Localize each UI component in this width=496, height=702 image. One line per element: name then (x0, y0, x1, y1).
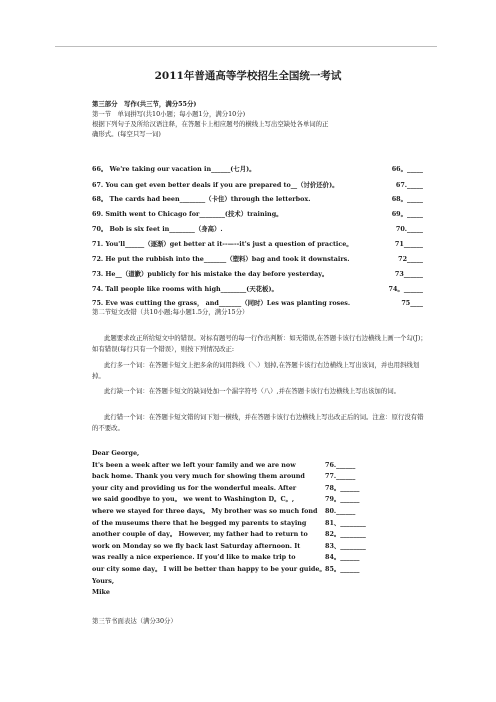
letter-text: of the museums there that he begged my parents to staying (92, 518, 307, 527)
question-72 (92, 255, 423, 264)
letter-text: Dear George, (92, 449, 140, 457)
letter-text: work on Monday so we fly back last Saturday afternoon. It (92, 541, 301, 550)
answer-blank: 75____ (401, 299, 423, 307)
answer-blank: 84。______ (325, 553, 360, 562)
question-71 (92, 240, 423, 249)
part3-heading: 第三部分 写作(共三节，满分55分) (92, 100, 197, 108)
question-text: 74. Tall people like rooms with high________(天花板)。 (92, 285, 278, 293)
letter-text: where we stayed for three days。 My brother was so much fond (92, 507, 318, 515)
section2-heading: 第二节短文改错（共10小题;每小题1.5分，满分15分） (92, 308, 249, 316)
question-66 (92, 165, 423, 174)
letter-line (92, 552, 392, 563)
header-rule (55, 46, 437, 47)
answer-blank: 83、________ (325, 541, 366, 550)
answer-blank: 73______ (394, 270, 423, 278)
section1-instruction-cont: 确形式。(每空只写一词) (92, 130, 161, 138)
letter-line (92, 518, 392, 529)
letter-text: our city some day。 I will be better than happy to be your guide。 (92, 565, 326, 573)
letter-line (92, 564, 392, 575)
letter-text: Yours, (92, 576, 115, 585)
instruction-paragraph: 此题要求改正所给短文中的错误。对标有题号的每一行作出判断：如无错误,在答题卡该行右边横线上画一个勾(J)；如有错误(每行只有一个错误），则按下列情况改正: (92, 334, 427, 353)
letter-line (92, 494, 392, 505)
answer-blank: 85。______ (325, 565, 360, 573)
answer-blank: 72_____ (398, 255, 423, 263)
question-text: 66。 We're taking our vacation in______(七月)。 (92, 165, 256, 173)
answer-blank: 80.______ (325, 507, 356, 515)
answer-blank: 81、________ (325, 518, 366, 527)
answer-blank: 68。_____ (391, 195, 423, 203)
question-68 (92, 195, 423, 204)
answer-blank: 71______ (394, 240, 423, 248)
instruction-paragraph: 此行错一个词：在答题卡短文错的词下划一横线，并在答题卡该行右边横线上写出改正后的词。注意：原行没有错的不要改。 (92, 413, 424, 432)
section1-heading: 第一节 单词拼写(共10小题；每小题1分，满分10分) (92, 110, 246, 118)
question-text: 71. You'll______（逐渐）get better at it--—--it's just a question of practice。 (92, 240, 353, 248)
letter-text: another couple of day。 However, my father had to return to (92, 530, 308, 539)
letter-line (92, 460, 392, 471)
question-67 (92, 181, 423, 190)
question-text: 73. He__（道歉）publicly for his mistake the day before yesterday。 (92, 270, 329, 278)
question-74 (92, 285, 423, 294)
question-text: 69. Smith went to Chicago for________(技术）training。 (92, 210, 283, 218)
letter-text: Mike (92, 588, 110, 597)
letter-line (92, 483, 392, 494)
letter-line (92, 506, 392, 517)
question-69 (92, 210, 423, 219)
page-title: 2011年普通高等学校招生全国统一考试 (154, 70, 342, 82)
answer-blank: 79。______ (325, 495, 360, 504)
question-text: 67. You can get even better deals if you are prepared to__（讨价还价)。 (92, 181, 339, 189)
question-text: 72. He put the rubbish into the_______（塑料）bag and took it downstairs. (92, 255, 350, 263)
answer-blank: 74。______ (388, 285, 423, 293)
answer-blank: 78。______ (325, 483, 360, 492)
instruction-paragraph: 此行缺一个词：在答题卡短文的缺词处加一个漏字符号（八）,并在答题卡该行右边横线上写出该加的词。 (104, 387, 400, 395)
letter-line (92, 471, 392, 482)
section1-instruction: 根据下列句子及所给汉语注释，在答题卡上相应题号的横线上写出空缺处各单词的正 (92, 120, 329, 128)
letter-text: we said goodbye to you。 we went to Washington D。C。, (92, 495, 295, 504)
letter-line (92, 529, 392, 540)
letter-line (92, 576, 392, 587)
answer-blank: 82。________ (325, 530, 366, 539)
answer-blank: 67._____ (395, 181, 423, 189)
question-70 (92, 225, 423, 234)
question-text: 70。 Bob is six feet in________（身高）. (92, 225, 223, 233)
letter-line (92, 448, 392, 459)
answer-blank: 66。_____ (391, 165, 423, 173)
question-text: 68。 The cards had been________（卡住）through the letterbox. (92, 195, 311, 203)
letter-text: your city and providing us for the wonderful meals. After (92, 483, 297, 492)
answer-blank: 76.______ (325, 460, 356, 469)
letter-text: It's been a week after we left your family and we are now (92, 460, 296, 469)
letter-text: back home. Thank you very much for showing them around (92, 472, 305, 481)
question-text: 75. Eve was cutting the grass， and_______（同时）Les was planting roses. (92, 299, 351, 307)
letter-line (92, 541, 392, 552)
instruction-paragraph: 此行多一个词：在答题卡短文上把多余的词用斜线（＼）划掉,在答题卡该行右边横线上写出该词，并也用斜线划掉。 (92, 361, 420, 380)
question-75 (92, 299, 423, 308)
answer-blank: 77.______ (325, 472, 356, 481)
section3-heading: 第三节书面表达（满分30分） (92, 617, 177, 625)
letter-line (92, 587, 392, 598)
answer-blank: 69。_____ (391, 210, 423, 218)
question-73 (92, 270, 423, 279)
answer-blank: 70._____ (395, 225, 423, 233)
letter-text: was really a nice experience. If you’d like to make trip to (92, 553, 296, 562)
